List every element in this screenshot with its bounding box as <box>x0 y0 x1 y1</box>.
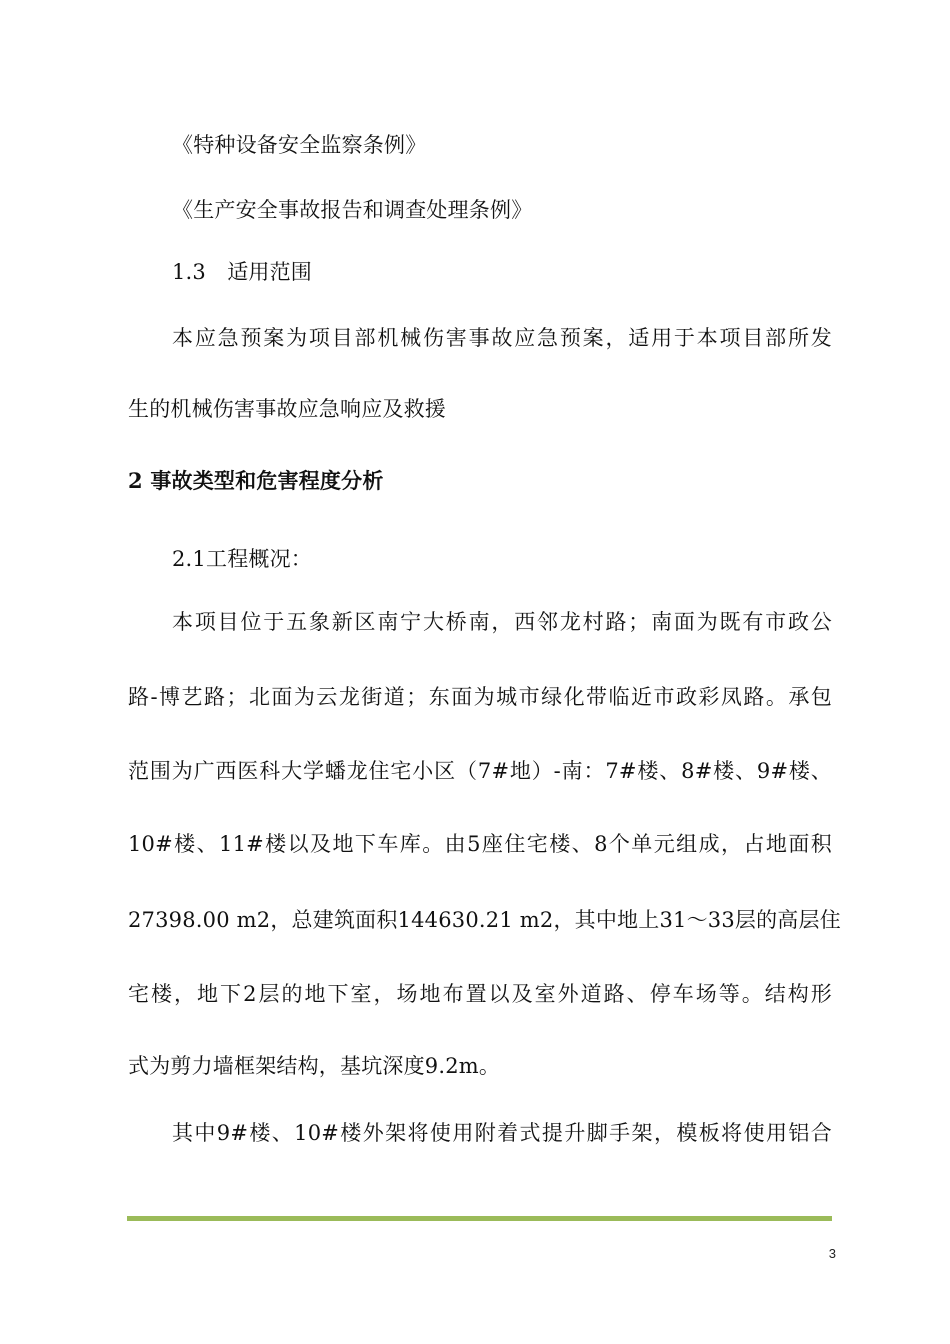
overview-paragraph-line-3: 范围为广西医科大学蟠龙住宅小区（7#地）-南：7#楼、8#楼、9#楼、 <box>128 759 832 783</box>
overview-paragraph-line-7: 式为剪力墙框架结构，基坑深度9.2m。 <box>128 1054 501 1078</box>
overview-paragraph-line-2: 路-博艺路；北面为云龙街道；东面为城市绿化带临近市政彩凤路。承包 <box>128 685 832 709</box>
regulation-special-equipment: 《特种设备安全监察条例》 <box>172 133 427 157</box>
overview-paragraph-line-5: 27398.00 m2，总建筑面积144630.21 m2，其中地上31～33层的高层住 <box>128 908 841 932</box>
footer-rule <box>127 1216 832 1221</box>
scope-paragraph-line-1: 本应急预案为项目部机械伤害事故应急预案，适用于本项目部所发 <box>172 326 832 350</box>
page-number: 3 <box>828 1246 836 1261</box>
section-1-3-heading: 1.3 适用范围 <box>172 260 312 284</box>
section-2-1-heading: 2.1工程概况： <box>172 547 312 571</box>
scope-paragraph-line-2: 生的机械伤害事故应急响应及救援 <box>128 397 446 421</box>
overview-paragraph-line-1: 本项目位于五象新区南宁大桥南，西邻龙村路；南面为既有市政公 <box>172 610 832 634</box>
section-2-heading: 2 事故类型和危害程度分析 <box>128 468 384 493</box>
overview-paragraph-line-4: 10#楼、11#楼以及地下车库。由5座住宅楼、8个单元组成，占地面积 <box>128 832 832 856</box>
scaffold-paragraph-line-1: 其中9#楼、10#楼外架将使用附着式提升脚手架，模板将使用铝合 <box>172 1121 832 1145</box>
regulation-accident-reporting: 《生产安全事故报告和调查处理条例》 <box>172 198 533 222</box>
overview-paragraph-line-6: 宅楼，地下2层的地下室，场地布置以及室外道路、停车场等。结构形 <box>128 982 832 1006</box>
